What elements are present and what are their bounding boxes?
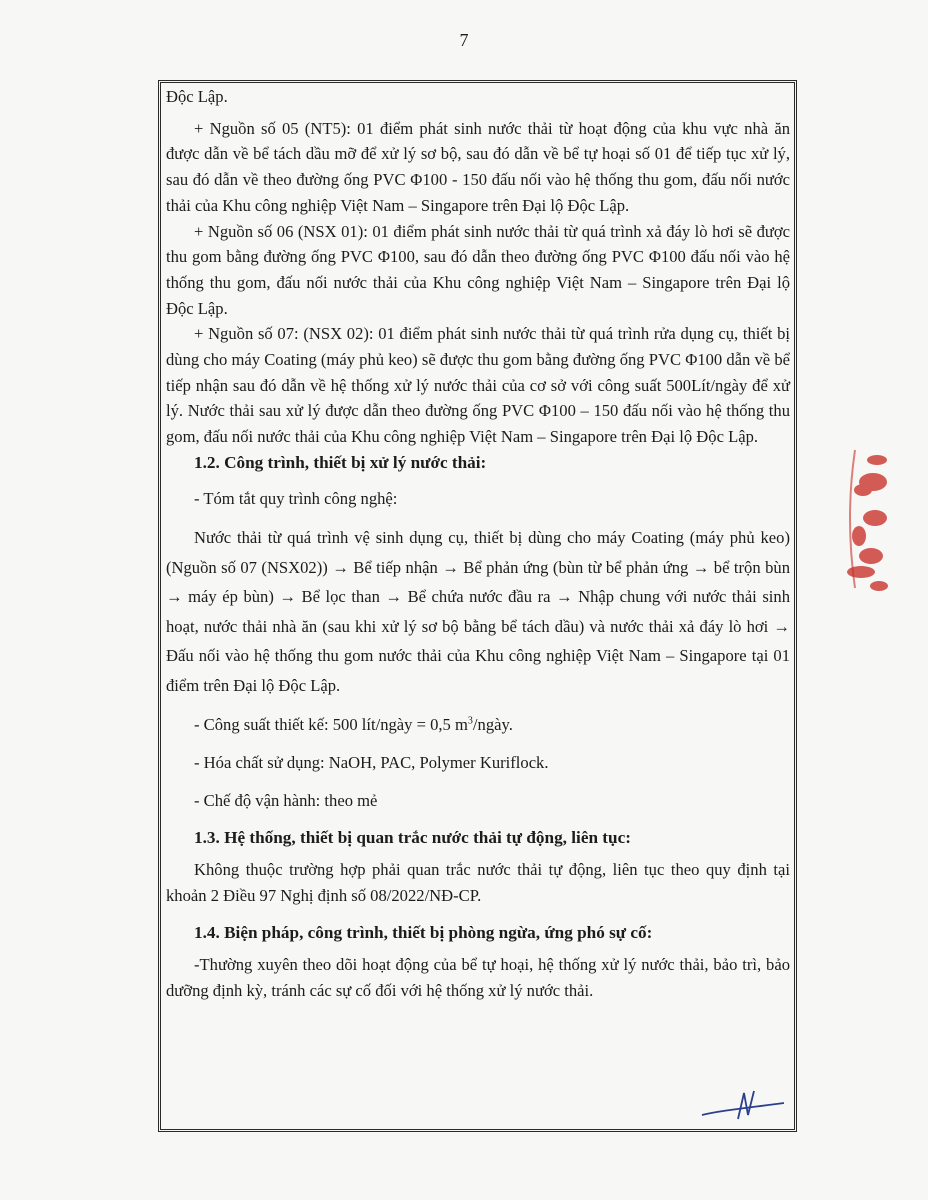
paragraph-prevention: -Thường xuyên theo dõi hoạt động của bể tự hoại, hệ thống xử lý nước thải, bảo trì, bảo dưỡng định kỳ, tránh các sự cố đối với hệ thống xử lý nước thải. [166,955,790,1000]
process-summary-label: - Tóm tắt quy trình công nghệ: [194,488,398,508]
paragraph-source-06: + Nguồn số 06 (NSX 01): 01 điểm phát sinh nước thải từ quá trình xả đáy lò hơi sẽ được thu gom bằng đường ống PVC Φ100, sau đó dẫn theo đường ống PVC Φ100 đấu nối vào hệ thống thu gom, đấu nối nước thải của Khu công nghiệp Việt Nam – Singapore trên Đại lộ Độc Lập. [166,221,790,318]
design-capacity [166,712,790,738]
paragraph-source-05: + Nguồn số 05 (NT5): 01 điểm phát sinh nước thải từ hoạt động của khu vực nhà ăn được dẫn về bể tách dầu mỡ để xử lý sơ bộ, sau đó dẫn về bể tự hoại số 01 để tiếp tục xử lý, sau đó dẫn về theo đường ống PVC Φ100 - 150 đấu nối vào hệ thống thu gom, đấu nối nước thải của Khu công nghiệp Việt Nam – Singapore trên Đại lộ Độc Lập. [166,118,790,215]
paragraph-monitoring: Không thuộc trường hợp phải quan trắc nước thải tự động, liên tục theo quy định tại khoản 2 Điều 97 Nghị định số 08/2022/NĐ-CP. [166,860,790,905]
process-description: Nước thải từ quá trình vệ sinh dụng cụ, thiết bị dùng cho máy Coating (máy phủ keo) (Nguồn số 07 (NSX02)) → Bể tiếp nhận → Bể phản ứng (bùn từ bể phản ứng → bể trộn bùn → máy ép bùn) → Bể lọc than → Bể chứa nước đầu ra → Nhập chung với nước thải sinh hoạt, nước thải nhà ăn (sau khi xử lý sơ bộ bằng bể tách dầu) và nước thải xả đáy lò hơi → Đấu nối vào hệ thống thu gom nước thải của Khu công nghiệp Việt Nam – Singapore tại 01 điểm trên Đại lộ Độc Lập. [166,528,790,695]
operation-mode: - Chế độ vận hành: theo mẻ [194,790,378,810]
heading-1-2: 1.2. Công trình, thiết bị xử lý nước thải: [194,452,487,472]
heading-1-3: 1.3. Hệ thống, thiết bị quan trắc nước thải tự động, liên tục: [194,828,631,848]
capacity-unit: /ngày. [472,715,513,735]
capacity-superscript: 3 [467,715,473,727]
page-number: 7 [459,30,469,50]
handwritten-signature [698,1085,788,1125]
document-body [166,84,790,1004]
paragraph-continuation: Độc Lập. [166,87,228,106]
capacity-text: - Công suất thiết kế: 500 lít/ngày = 0,5 m [194,715,468,735]
red-seal-stamp [835,438,895,598]
heading-1-4: 1.4. Biện pháp, công trình, thiết bị phòng ngừa, ứng phó sự cố: [194,923,653,943]
chemicals-used: - Hóa chất sử dụng: NaOH, PAC, Polymer Kuriflock. [194,752,549,772]
paragraph-source-07: + Nguồn số 07: (NSX 02): 01 điểm phát sinh nước thải từ quá trình rửa dụng cụ, thiết bị dùng cho máy Coating (máy phủ keo) sẽ được thu gom bằng đường ống PVC Φ100 dẫn về bể tiếp nhận sau đó dẫn về hệ thống xử lý nước thải của cơ sở với công suất 500Lít/ngày để xử lý. Nước thải sau xử lý được dẫn theo đường ống PVC Φ100 – 150 đấu nối vào hệ thống thu gom, đấu nối nước thải của Khu công nghiệp Việt Nam – Singapore trên Đại lộ Độc Lập. [166,324,790,447]
